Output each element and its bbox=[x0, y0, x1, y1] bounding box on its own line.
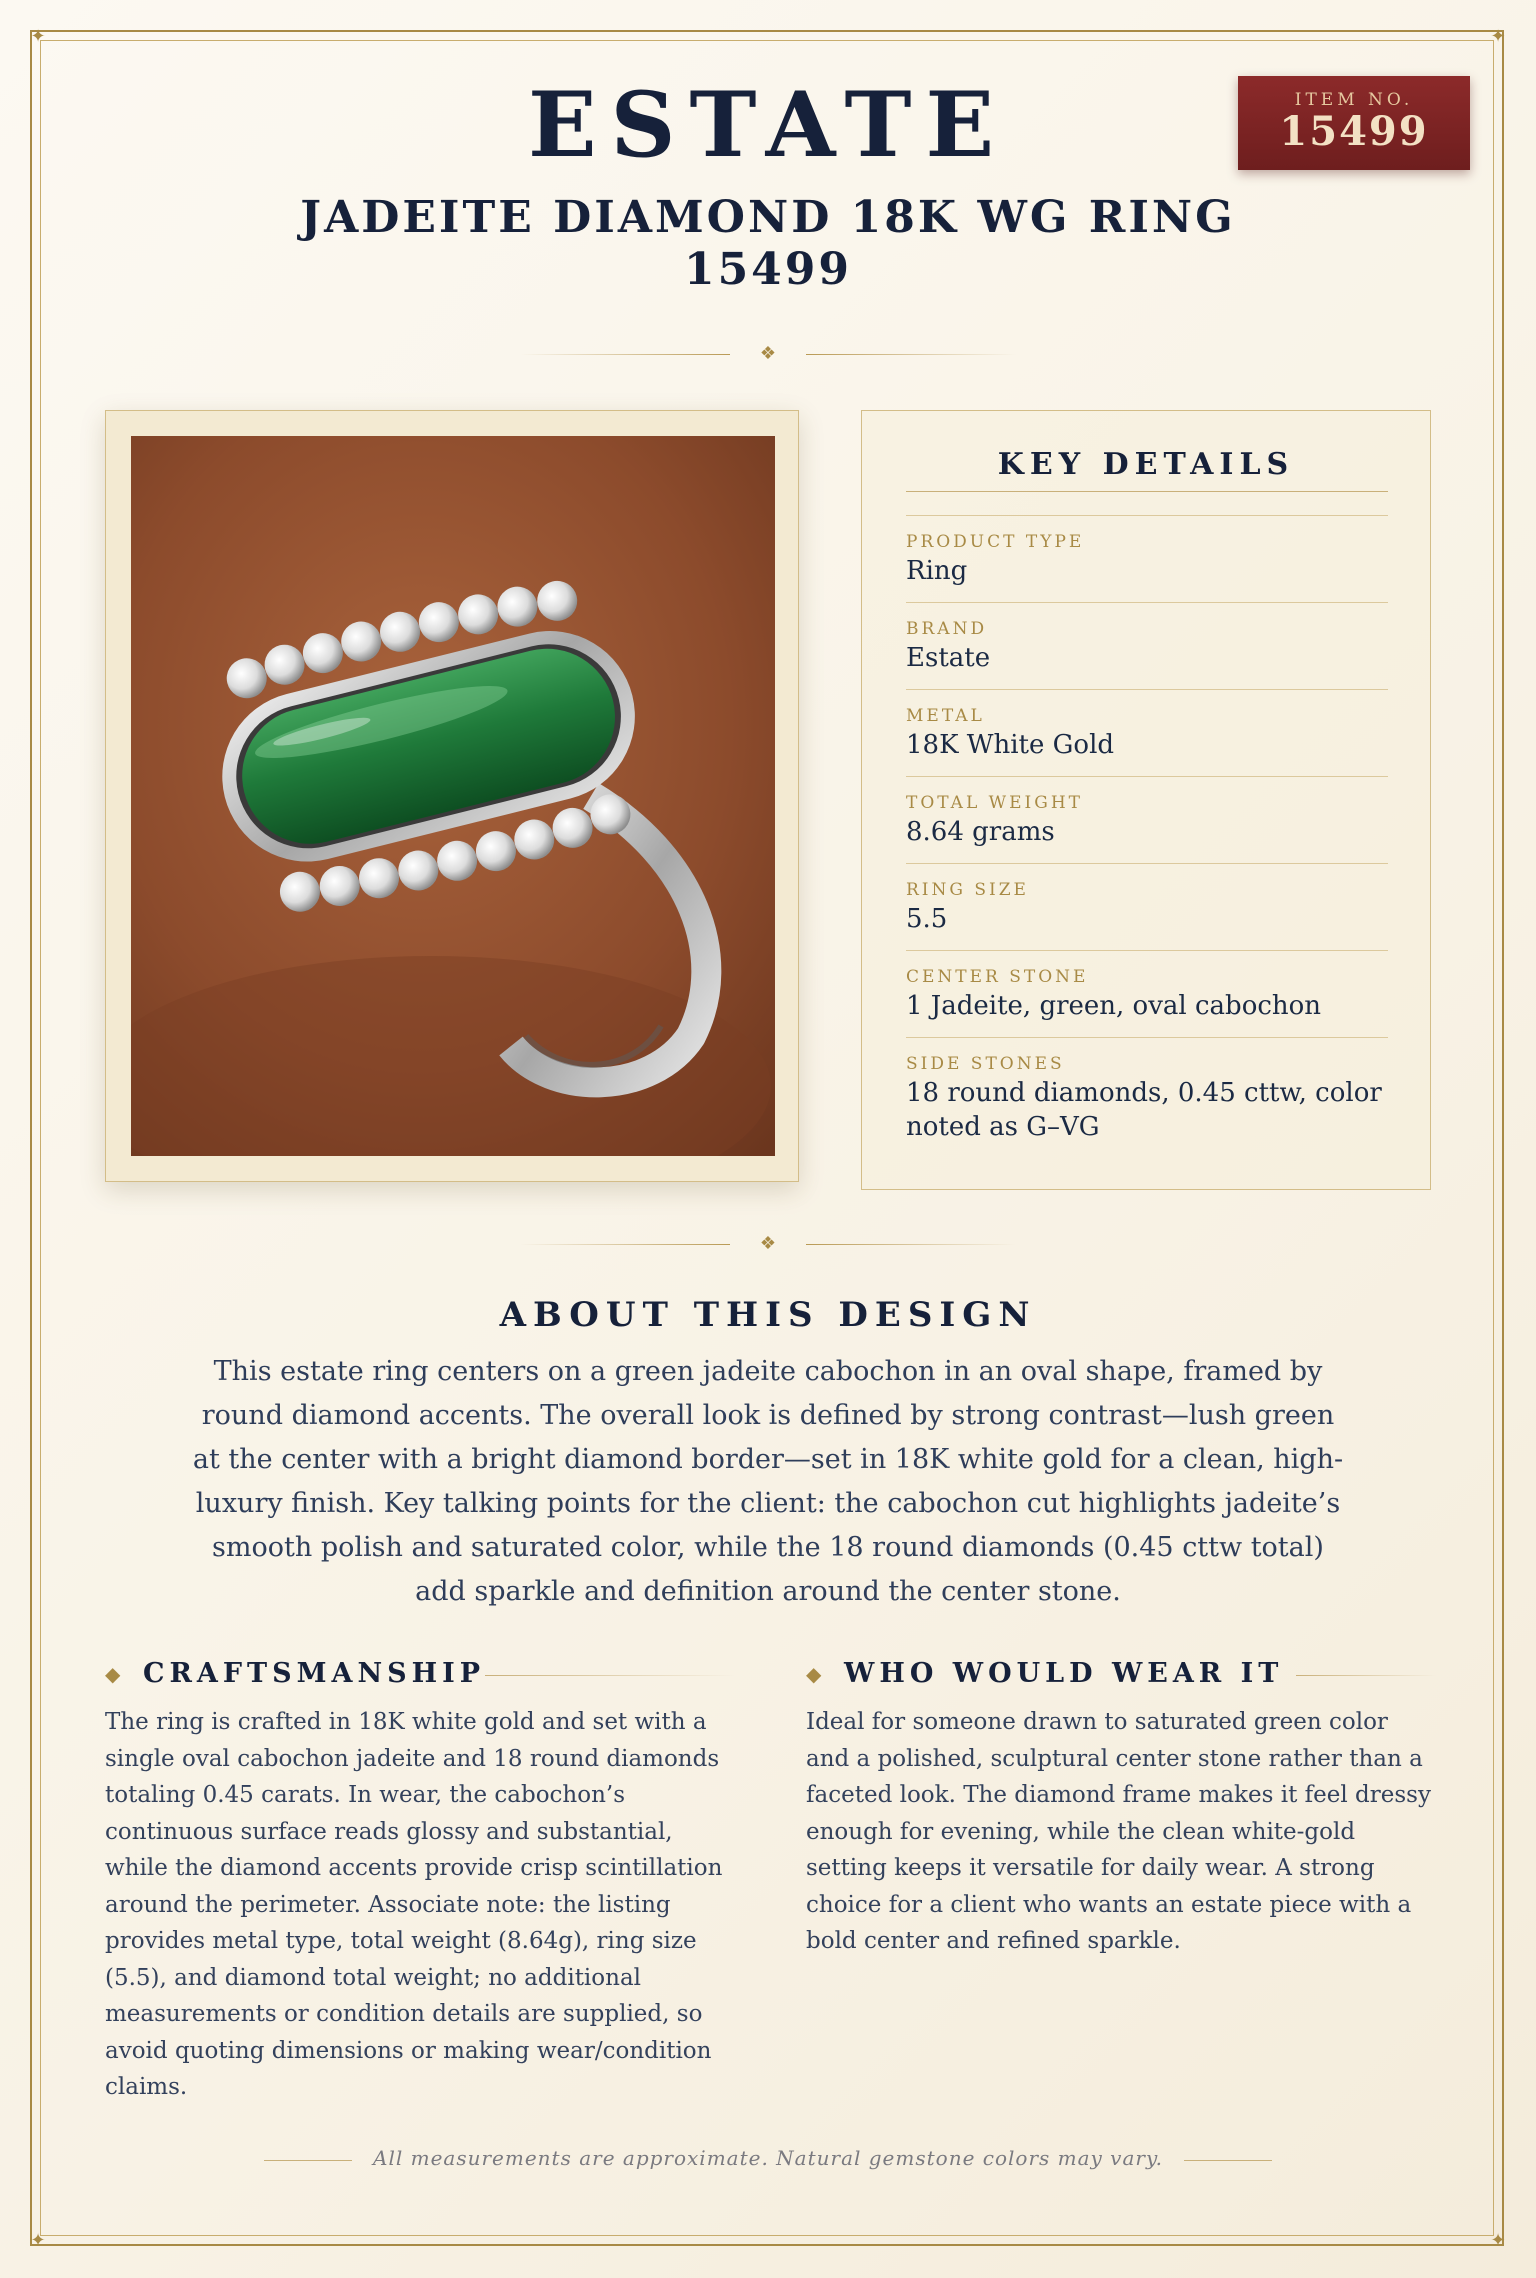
who-would-wear-text: Ideal for someone drawn to saturated green color and a polished, sculptural center stone rather than a faceted look. The diamond frame makes it feel dressy enough for evening, while the clean white-gold setting keeps it versatile for daily wear. A strong choice for a client who wants an estate piece with a bold center and refined sparkle. bbox=[806, 1709, 1431, 1954]
who-would-wear-section bbox=[806, 1656, 1436, 1960]
detail-row-metal bbox=[906, 689, 1388, 762]
detail-row-product-type bbox=[906, 515, 1388, 588]
diamond-bullet-icon: ◆ bbox=[105, 1662, 121, 1686]
craftsmanship-section bbox=[105, 1656, 735, 2106]
detail-row-brand bbox=[906, 602, 1388, 675]
key-details-title: KEY DETAILS bbox=[997, 447, 1295, 482]
footer-rule-right bbox=[1184, 2160, 1272, 2161]
detail-row-total-weight bbox=[906, 776, 1388, 849]
item-number-value: 15499 bbox=[1279, 108, 1429, 155]
detail-value: 18K White Gold bbox=[906, 730, 1115, 760]
detail-label: BRAND bbox=[906, 619, 988, 639]
product-title bbox=[0, 192, 1536, 296]
diamond-ornament-icon: ❖ bbox=[759, 1233, 777, 1254]
detail-value: 5.5 bbox=[906, 904, 948, 934]
key-details-panel bbox=[861, 410, 1431, 1190]
item-number-label: ITEM NO. bbox=[1294, 90, 1414, 110]
craftsmanship-text: The ring is crafted in 18K white gold and set with a single oval cabochon jadeite and 18 round diamonds totaling 0.45 carats. In wear, the cabochon’s continuous surface reads glossy and substantial, while the diamond accents provide crisp scintillation around the perimeter. Associate note: the listing provides metal type, total weight (8.64g), ring size (5.5), and diamond total weight; no additional measurements or condition details are supplied, so avoid quoting dimensions or making wear/condition claims. bbox=[105, 1709, 723, 2100]
detail-label: SIDE STONES bbox=[906, 1054, 1065, 1074]
detail-row-ring-size bbox=[906, 863, 1388, 936]
section-rule bbox=[485, 1675, 735, 1676]
footer-note: All measurements are approximate. Natural gemstone colors may vary. bbox=[373, 2146, 1163, 2170]
craftsmanship-title: CRAFTSMANSHIP bbox=[143, 1658, 486, 1689]
corner-ornament-icon: ✦ bbox=[30, 2230, 46, 2251]
detail-row-center-stone bbox=[906, 950, 1388, 1023]
detail-label: TOTAL WEIGHT bbox=[906, 793, 1083, 813]
about-title: ABOUT THIS DESIGN bbox=[499, 1295, 1037, 1335]
detail-value: 18 round diamonds, 0.45 cttw, color noted as G–VG bbox=[906, 1078, 1382, 1142]
corner-ornament-icon: ✦ bbox=[30, 26, 46, 47]
diamond-ornament-icon: ❖ bbox=[759, 343, 777, 364]
product-photo-frame bbox=[105, 410, 799, 1182]
details-title-rule bbox=[906, 491, 1388, 492]
section-rule bbox=[1296, 1675, 1436, 1676]
detail-row-side-stones bbox=[906, 1037, 1388, 1144]
detail-label: METAL bbox=[906, 706, 985, 726]
detail-label: PRODUCT TYPE bbox=[906, 532, 1085, 552]
detail-label: RING SIZE bbox=[906, 880, 1029, 900]
ring-photo bbox=[131, 436, 775, 1156]
ornamental-divider bbox=[520, 344, 1016, 364]
corner-ornament-icon: ✦ bbox=[1490, 26, 1506, 47]
detail-value: Ring bbox=[906, 556, 968, 586]
diamond-bullet-icon: ◆ bbox=[806, 1662, 822, 1686]
about-text: This estate ring centers on a green jadeite cabochon in an oval shape, framed by round diamond accents. The overall look is defined by strong contrast—lush green at the center with a bright diamond border—set in 18K white gold for a clean, high-luxury finish. Key talking points for the client: the cabochon cut highlights jadeite’s smooth polish and saturated color, while the 18 round diamonds (0.45 cttw total) add sparkle and definition around the center stone. bbox=[192, 1356, 1344, 1607]
detail-label: CENTER STONE bbox=[906, 967, 1089, 987]
detail-value: 1 Jadeite, green, oval cabochon bbox=[906, 991, 1322, 1021]
corner-ornament-icon: ✦ bbox=[1490, 2230, 1506, 2251]
ornamental-divider bbox=[520, 1234, 1016, 1254]
detail-value: 8.64 grams bbox=[906, 817, 1055, 847]
who-would-wear-title: WHO WOULD WEAR IT bbox=[844, 1658, 1284, 1689]
detail-value: Estate bbox=[906, 643, 991, 673]
product-title-line2: 15499 bbox=[683, 244, 853, 295]
product-title-line1: JADEITE DIAMOND 18K WG RING bbox=[300, 192, 1236, 243]
brand-title: ESTATE bbox=[527, 72, 1009, 178]
